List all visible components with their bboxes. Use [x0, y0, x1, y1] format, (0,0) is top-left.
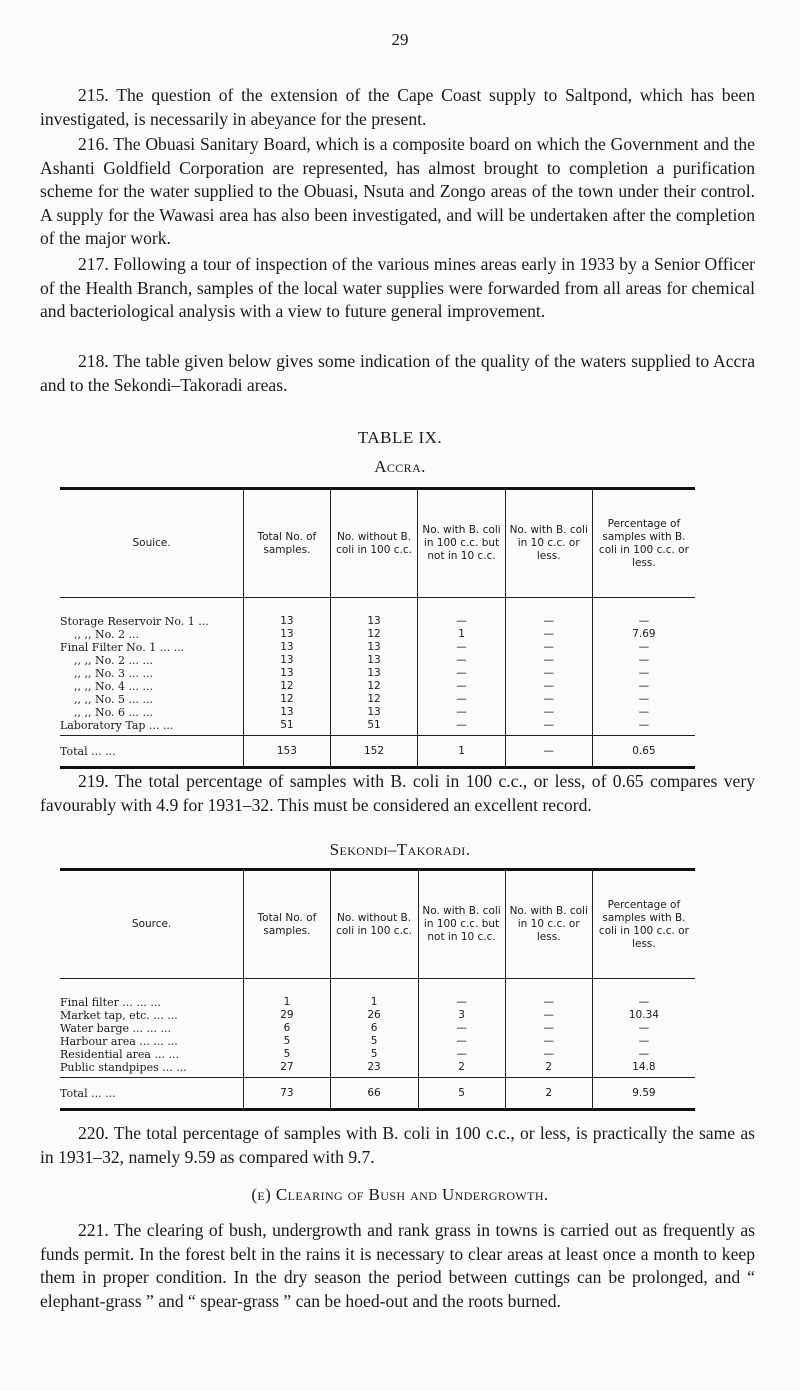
table-cell: 1: [330, 996, 418, 1009]
table-row: [60, 706, 695, 719]
table-cell: [60, 598, 244, 615]
table-cell: Total ... ...: [60, 736, 244, 768]
table-cell: 13: [330, 667, 418, 680]
table-cell: —: [505, 1035, 592, 1048]
header-percentage: Percentage of samples with B. coli in 100 c.c. or less.: [592, 489, 695, 598]
table-cell: —: [418, 1035, 505, 1048]
table-cell: [330, 979, 418, 996]
table-cell: [244, 979, 330, 996]
table-cell: [60, 979, 244, 996]
table-cell: ,, ,, No. 2 ...: [74, 627, 140, 641]
table-row: [60, 996, 695, 1009]
table-cell: —: [592, 1048, 695, 1061]
header-without: No. without B. coli in 100 c.c.: [330, 489, 418, 598]
table-cell: [330, 598, 418, 615]
table-cell: 26: [330, 1009, 418, 1022]
section-heading: (e) Clearing of Bush and Undergrowth.: [251, 1185, 549, 1204]
table-cell: ,, ,, No. 4 ... ...: [74, 679, 153, 693]
table-row: [60, 667, 695, 680]
table-cell: —: [418, 996, 505, 1009]
table-cell: —: [505, 654, 592, 667]
table-cell: [418, 979, 505, 996]
total-row: [60, 1078, 695, 1110]
header-total: Total No. of samples.: [244, 870, 330, 979]
paragraph-221: 221. The clearing of bush, undergrowth and rank grass in towns is carried out as frequently as funds permit. In the forest belt in the rains it is necessary to clear areas at least once a month to keep them in proper condition. In the dry season the period between cuttings can be prolonged, and “ elephant-grass ” and “ spear-grass ” can be hoed-out and the roots burned.: [40, 1220, 755, 1311]
table-cell: —: [592, 615, 695, 628]
table-cell: Final Filter No. 1 ... ...: [60, 640, 185, 654]
table-cell: —: [418, 719, 505, 732]
table-cell: Total ... ...: [60, 1078, 244, 1110]
table-cell: —: [505, 667, 592, 680]
table-cell: —: [418, 667, 505, 680]
table-cell: 5: [330, 1048, 418, 1061]
table-cell: [592, 598, 695, 615]
table-cell: 51: [330, 719, 418, 732]
header-without: No. without B. coli in 100 c.c.: [330, 870, 418, 979]
table-cell: 2: [418, 1061, 505, 1074]
table-cell: —: [418, 680, 505, 693]
paragraph-218: 218. The table given below gives some indication of the quality of the waters supplied to Accra and to the Sekondi–Takoradi areas.: [40, 351, 755, 395]
table-cell: 12: [330, 693, 418, 706]
table-cell: Market tap, etc. ... ...: [60, 1008, 178, 1022]
table-cell: —: [418, 654, 505, 667]
table-cell: 7.69: [592, 628, 695, 641]
paragraph-215: 215. The question of the extension of the Cape Coast supply to Saltpond, which has been investigated, is necessarily in abeyance for the present.: [40, 85, 755, 129]
header-with-10: No. with B. coli in 10 c.c. or less.: [505, 870, 592, 979]
header-with-10: No. with B. coli in 10 c.c. or less.: [505, 489, 592, 598]
table-cell: 9.59: [592, 1078, 695, 1110]
table-cell: —: [592, 1022, 695, 1035]
table-cell: 27: [244, 1061, 330, 1074]
table-cell: —: [505, 680, 592, 693]
table-cell: 2: [505, 1078, 592, 1110]
table-cell: 152: [330, 736, 418, 768]
table-row: [60, 654, 695, 667]
table-cell: —: [592, 654, 695, 667]
table-cell: Public standpipes ... ...: [60, 1060, 187, 1074]
table-cell: —: [592, 693, 695, 706]
table-cell: 13: [244, 654, 330, 667]
sekondi-table: [60, 868, 695, 1111]
table-cell: —: [505, 693, 592, 706]
table-cell: 5: [418, 1078, 505, 1110]
table-cell: 66: [330, 1078, 418, 1110]
table-cell: —: [505, 706, 592, 719]
table-cell: —: [418, 706, 505, 719]
table-cell: ,, ,, No. 2 ... ...: [74, 653, 153, 667]
accra-heading: Accra.: [374, 457, 426, 476]
table-row: [60, 641, 695, 654]
table-cell: Harbour area ... ... ...: [60, 1034, 178, 1048]
accra-table: [60, 487, 695, 769]
table-cell: [505, 598, 592, 615]
table-row: [60, 680, 695, 693]
table-cell: —: [505, 641, 592, 654]
table-cell: —: [418, 1048, 505, 1061]
table-cell: —: [592, 719, 695, 732]
table-cell: 1: [418, 736, 505, 768]
table-cell: 1: [418, 628, 505, 641]
table-cell: [418, 598, 505, 615]
table-cell: 12: [330, 680, 418, 693]
total-row: [60, 736, 695, 768]
table-cell: —: [418, 693, 505, 706]
table-cell: 13: [330, 706, 418, 719]
table-cell: 13: [244, 615, 330, 628]
table-cell: Water barge ... ... ...: [60, 1021, 171, 1035]
header-with-100: No. with B. coli in 100 c.c. but not in 10 c.c.: [418, 870, 505, 979]
table-cell: 23: [330, 1061, 418, 1074]
table-cell: ,, ,, No. 3 ... ...: [74, 666, 153, 680]
page-number: 29: [391, 30, 409, 49]
header-with-100: No. with B. coli in 100 c.c. but not in 10 c.c.: [418, 489, 505, 598]
table-cell: —: [505, 1022, 592, 1035]
table-cell: 13: [244, 667, 330, 680]
table-cell: [244, 598, 330, 615]
table-cell: Laboratory Tap ... ...: [60, 718, 174, 732]
table-cell: —: [592, 706, 695, 719]
table-cell: 73: [244, 1078, 330, 1110]
table-cell: 12: [330, 628, 418, 641]
table-cell: 13: [330, 615, 418, 628]
table-cell: [592, 979, 695, 996]
table-cell: —: [505, 736, 592, 768]
table-row: [60, 1035, 695, 1048]
table-row: [60, 1009, 695, 1022]
table-cell: 13: [330, 654, 418, 667]
table-cell: 0.65: [592, 736, 695, 768]
table-cell: —: [505, 1009, 592, 1022]
table-cell: 3: [418, 1009, 505, 1022]
table-cell: 12: [244, 680, 330, 693]
table-row: [60, 628, 695, 641]
table-cell: —: [592, 1035, 695, 1048]
table-cell: 153: [244, 736, 330, 768]
table-cell: 5: [244, 1035, 330, 1048]
table-cell: —: [592, 996, 695, 1009]
table-row: [60, 1048, 695, 1061]
table-cell: 1: [244, 996, 330, 1009]
table-cell: 13: [330, 641, 418, 654]
table-cell: Storage Reservoir No. 1 ...: [60, 614, 209, 628]
table-cell: Residential area ... ...: [60, 1047, 179, 1061]
table-cell: —: [505, 615, 592, 628]
table-cell: —: [418, 1022, 505, 1035]
table-cell: —: [592, 641, 695, 654]
table-row: [60, 719, 695, 732]
table-row: [60, 1061, 695, 1074]
table-cell: —: [505, 628, 592, 641]
table-row: [60, 615, 695, 628]
table-cell: [505, 979, 592, 996]
paragraph-220: 220. The total percentage of samples with B. coli in 100 c.c., or less, is practically the same as in 1931–32, namely 9.59 as compared with 9.7.: [40, 1123, 755, 1167]
table-cell: 13: [244, 628, 330, 641]
table-cell: —: [418, 641, 505, 654]
table-cell: ,, ,, No. 5 ... ...: [74, 692, 153, 706]
table-row: [60, 1022, 695, 1035]
table-cell: 2: [505, 1061, 592, 1074]
paragraph-216: 216. The Obuasi Sanitary Board, which is a composite board on which the Government and the Ashanti Goldfield Corporation are represented, has almost brought to completion a purification scheme for the water supplied to the Obuasi, Nsuta and Zongo areas of the town under their control. A supply for the Wawasi area has also been investigated, and will be undertaken after the completion of the major work.: [40, 134, 755, 248]
table-cell: —: [505, 1048, 592, 1061]
table-cell: —: [505, 719, 592, 732]
table-cell: 5: [244, 1048, 330, 1061]
paragraph-219: 219. The total percentage of samples with B. coli in 100 c.c., or less, of 0.65 compares very favourably with 4.9 for 1931–32. This must be considered an excellent record.: [40, 771, 755, 815]
table-cell: 5: [330, 1035, 418, 1048]
table-cell: 51: [244, 719, 330, 732]
table-cell: 12: [244, 693, 330, 706]
table-cell: —: [592, 680, 695, 693]
table-cell: 29: [244, 1009, 330, 1022]
table-cell: 6: [330, 1022, 418, 1035]
table-cell: Final filter ... ... ...: [60, 995, 161, 1009]
table-cell: 13: [244, 706, 330, 719]
header-source: Souice.: [60, 489, 244, 598]
header-percentage: Percentage of samples with B. coli in 100 c.c. or less.: [592, 870, 695, 979]
table-title: TABLE IX.: [357, 428, 443, 447]
table-cell: 10.34: [592, 1009, 695, 1022]
table-cell: 6: [244, 1022, 330, 1035]
table-row: [60, 693, 695, 706]
header-total: Total No. of samples.: [244, 489, 330, 598]
table-cell: ,, ,, No. 6 ... ...: [74, 705, 153, 719]
table-cell: 14.8: [592, 1061, 695, 1074]
table-cell: 13: [244, 641, 330, 654]
table-cell: —: [505, 996, 592, 1009]
paragraph-217: 217. Following a tour of inspection of the various mines areas early in 1933 by a Senior Officer of the Health Branch, samples of the local water supplies were forwarded from all areas for chemical and bacteriological analysis with a view to future general improvement.: [40, 254, 755, 321]
sekondi-heading: Sekondi–Takoradi.: [329, 840, 471, 859]
table-cell: —: [418, 615, 505, 628]
table-cell: —: [592, 667, 695, 680]
header-source: Source.: [60, 870, 244, 979]
